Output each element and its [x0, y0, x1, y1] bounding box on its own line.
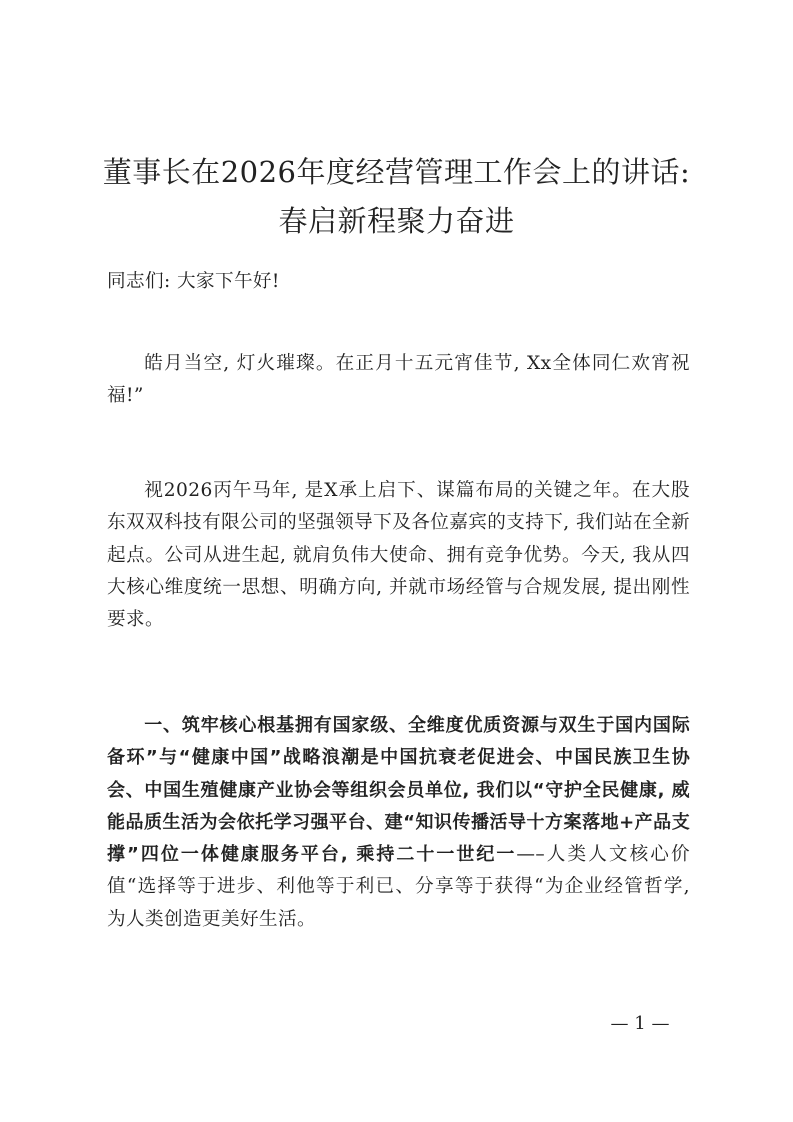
paragraph-opening: 皓月当空, 灯火璀璨。在正月十五元宵佳节, Xx全体同仁欢宵祝福!” — [107, 353, 690, 407]
document-title — [60, 148, 733, 246]
title-line-2: 春启新程聚力奋进 — [278, 204, 515, 238]
section-one-heading-text: 一、筑牢核心根基拥有国家级、全维度优质资源与双生于国内国际备环”与“健康中国”战略浪潮是中国抗衰老促进会、中国民族卫生协会、中国生殖健康产业协会等组织会员单位, 我们以“守护全民健康, 威能品质生活为会依托学习强平台、建“知识传播活导十方案落地+产品支撑”四位一体健康服务平台, 乘持二十一世纪一 — [107, 715, 690, 866]
section-one-body-text: —–人类人文核心价值“选择等于进步、利他等于利已、分享等于获得“为企业经管哲学, 为人类创造更美好生活。 — [107, 844, 690, 930]
paragraph-intro: 视2026丙午马年, 是X承上启下、谋篇布局的关键之年。在大股东双双科技有限公司的坚强领导下及各位嘉宾的支持下, 我们站在全新起点。公司从进生起, 就肩负伟大使命、拥有竞争优势。今天, 我从四大核心维度统一思想、明确方向, 并就市场经管与合规发展, 提出刚性要求。 — [107, 480, 690, 631]
title-line-1: 董事长在2026年度经营管理工作会上的讲话: — [102, 155, 691, 189]
page-number: — 1 — — [610, 1013, 670, 1034]
paragraph-section-one — [107, 710, 690, 936]
greeting: 同志们: 大家下午好! — [107, 271, 280, 292]
